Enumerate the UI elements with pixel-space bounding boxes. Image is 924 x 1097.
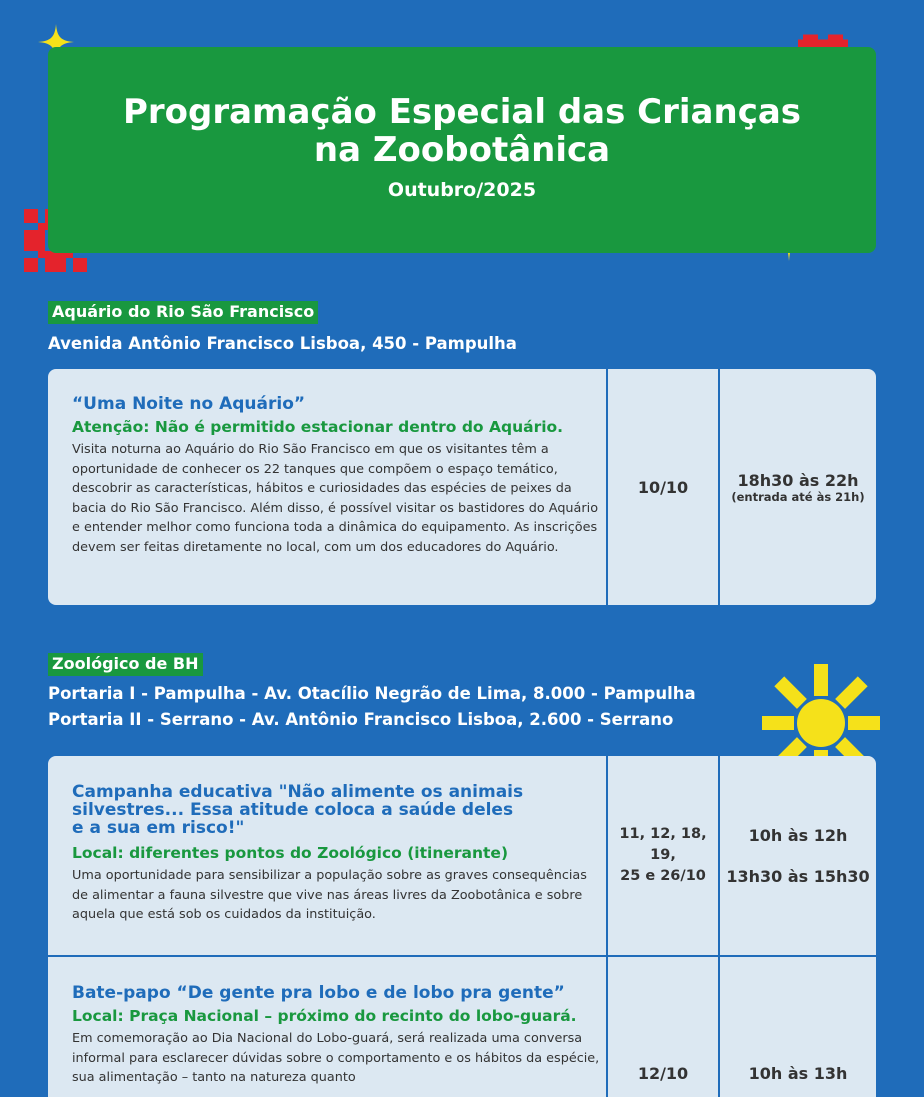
event-description: Visita noturna ao Aquário do Rio São Francisco em que os visitantes têm a oportunidade de conhecer os 22 tanques que compõem o espaço temático, descobrir as características, hábitos e curiosidades das espécies de peixes da bacia do Rio São Francisco. Além disso, é possível visitar os bastidores do Aquário e entender melhor como funciona toda a dinâmica do equipamento. As inscrições devem ser feitas diretamente no local, com um dos educadores do Aquário.	[72, 442, 599, 555]
section-tag-zoologico: Zoológico de BH	[48, 653, 203, 676]
event-time-note: (entrada até às 21h)	[731, 489, 865, 504]
page-subtitle: Outubro/2025	[387, 179, 537, 201]
page-title: Programação Especial das Crianças na Zoobotânica	[122, 92, 802, 170]
event-note: Local: diferentes pontos do Zoológico (itinerante)	[72, 844, 509, 862]
event-date: 10/10	[637, 477, 689, 497]
event-note: Local: Praça Nacional – próximo do recinto do lobo-guará.	[72, 1007, 577, 1025]
event-title: Campanha educativa "Não alimente os animais silvestres... Essa atitude coloca a saúde deles e a sua em risco!"	[72, 782, 524, 838]
address-line: Portaria II - Serrano - Av. Antônio Francisco Lisboa, 2.600 - Serrano	[48, 710, 674, 729]
event-card-campanha	[48, 756, 876, 955]
event-time: 10h às 12h 13h30 às 15h30	[726, 825, 870, 886]
address-line: Portaria I - Pampulha - Av. Otacílio Negrão de Lima, 8.000 - Pampulha	[48, 684, 696, 703]
event-card-noite-aquario	[48, 369, 876, 605]
header-banner	[48, 47, 876, 253]
event-time: 10h às 13h	[748, 1064, 848, 1083]
event-time: 18h30 às 22h (entrada até às 21h)	[731, 470, 865, 504]
event-note: Atenção: Não é permitido estacionar dentro do Aquário.	[72, 418, 564, 436]
section-tag-aquario: Aquário do Rio São Francisco	[48, 301, 318, 324]
event-date: 12/10	[637, 1064, 689, 1083]
event-date: 11, 12, 18, 19, 25 e 26/10	[619, 826, 707, 884]
event-title: “Uma Noite no Aquário”	[72, 394, 306, 414]
address-line: Avenida Antônio Francisco Lisboa, 450 - Pampulha	[48, 334, 517, 353]
event-description: Uma oportunidade para sensibilizar a população sobre as graves consequências de alimentar a fauna silvestre que vive nas áreas livres da Zoobotânica e sobre aquela que está sob os cuidados da instituição.	[72, 868, 587, 922]
event-description: Em comemoração ao Dia Nacional do Lobo-guará, será realizada uma conversa informal para esclarecer dúvidas sobre o comportamento e os hábitos da espécie, sua alimentação – tanto na natureza quanto	[72, 1031, 600, 1085]
event-card-bate-papo	[48, 957, 876, 1097]
event-title: Bate-papo “De gente pra lobo e de lobo pra gente”	[72, 983, 565, 1003]
